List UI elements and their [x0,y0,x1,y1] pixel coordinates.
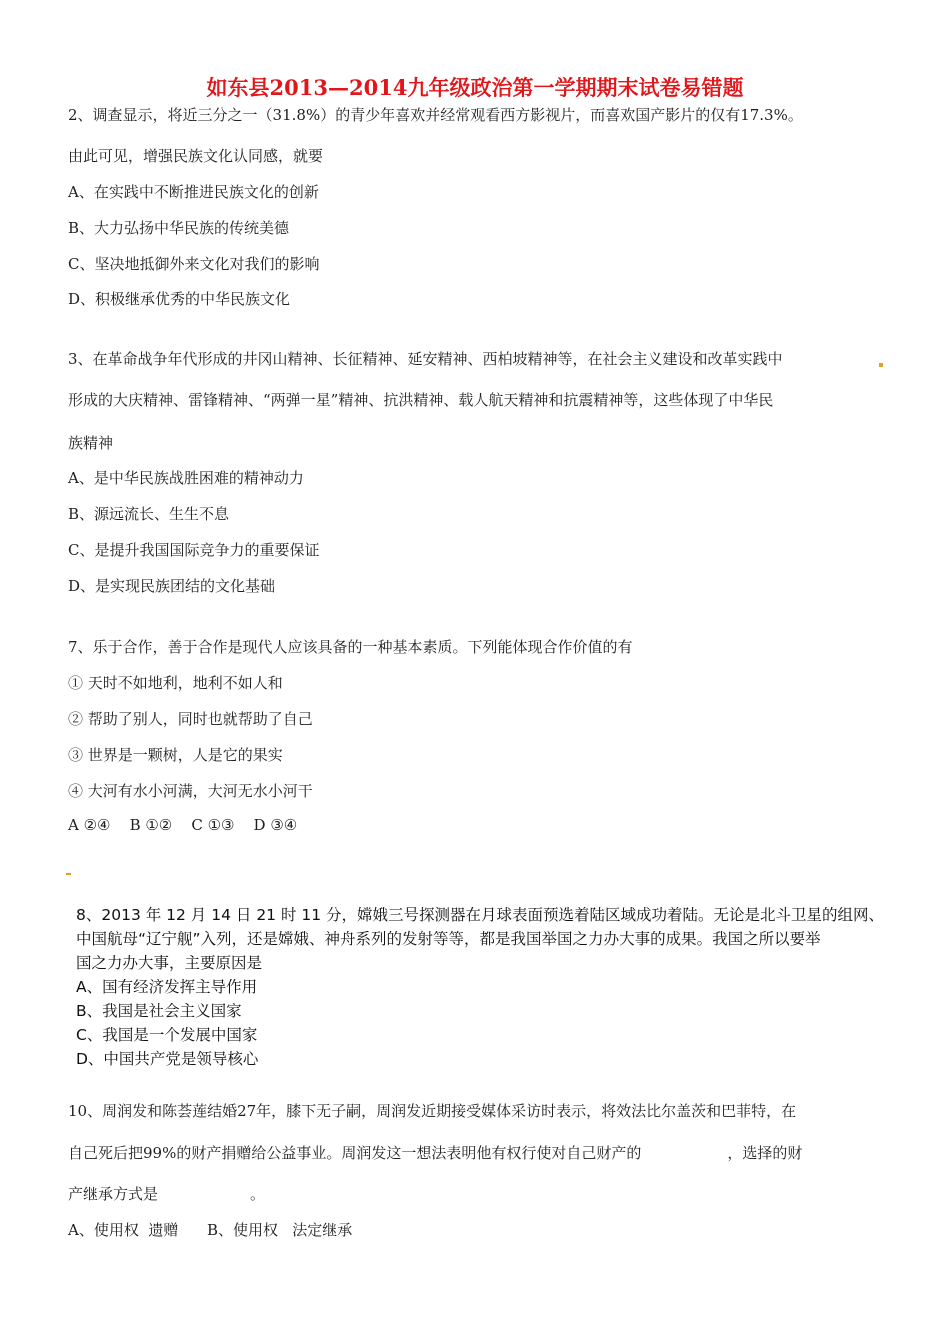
q3-option-a: A、是中华民族战胜困难的精神动力 [68,469,304,487]
q10-stem-line-2 [68,1142,802,1163]
q3-option-c: C、是提升我国国际竞争力的重要保证 [68,541,320,559]
q10-stem-line-2-text: 自己死后把99%的财产捐赠给公益事业。周润发这一想法表明他有权行使对自己财产的 [68,1144,642,1162]
q7-statement-4: ④ 大河有水小河满，大河无水小河干 [68,782,313,800]
q3-stem-line-1: 3、在革命战争年代形成的井冈山精神、长征精神、延安精神、西柏坡精神等，在社会主义建设和改革实践中 [68,350,783,368]
q8-option-b: B、我国是社会主义国家 [76,1002,242,1020]
q7-statement-2: ② 帮助了别人，同时也就帮助了自己 [68,710,313,728]
q2-option-b: B、大力弘扬中华民族的传统美德 [68,219,290,237]
q10-stem-line-3-tail: 。 [250,1185,266,1203]
q7-choices: A ②④ B ①② C ①③ D ③④ [68,816,298,834]
q3-option-b: B、源远流长、生生不息 [68,505,230,523]
q7-statement-3: ③ 世界是一颗树，人是它的果实 [68,746,283,764]
q2-option-a: A、在实践中不断推进民族文化的创新 [68,183,319,201]
q3-stem-line-2: 形成的大庆精神、雷锋精神、“两弹一星”精神、抗洪精神、载人航天精神和抗震精神等，这些体现了中华民 [68,391,774,409]
q10-stem-line-1: 10、周润发和陈荟莲结婚27年，膝下无子嗣，周润发近期接受媒体采访时表示，将效法比尔盖茨和巴菲特，在 [68,1102,797,1120]
edit-mark [879,363,883,367]
q8-option-d: D、中国共产党是领导核心 [76,1050,259,1068]
document-title: 如东县2013—2014九年级政治第一学期期末试卷易错题 [206,75,744,100]
q10-stem-line-2-tail: ，选择的财 [727,1144,803,1162]
q2-option-c: C、坚决地抵御外来文化对我们的影响 [68,255,320,273]
q3-option-d: D、是实现民族团结的文化基础 [68,577,276,595]
q2-stem-line-1: 2、调查显示，将近三分之一（31.8%）的青少年喜欢并经常观看西方影视片，而喜欢国产影片的仅有17.3%。 [68,106,803,124]
q8-option-c: C、我国是一个发展中国家 [76,1026,258,1044]
q3-stem-line-3: 族精神 [68,434,114,452]
q8-stem-line-1: 8、2013 年 12 月 14 日 21 时 11 分，嫦娥三号探测器在月球表面预选着陆区域成功着陆。无论是北斗卫星的组网、 [76,906,885,924]
q10-options: A、使用权 遗赠 B、使用权 法定继承 [68,1221,353,1239]
q7-stem: 7、乐于合作，善于合作是现代人应该具备的一种基本素质。下列能体现合作价值的有 [68,638,633,656]
q2-option-d: D、积极继承优秀的中华民族文化 [68,290,291,308]
q2-stem-line-2: 由此可见，增强民族文化认同感，就要 [68,147,324,165]
q8-option-a: A、国有经济发挥主导作用 [76,978,258,996]
q8-stem-line-3: 国之力办大事，主要原因是 [76,954,263,972]
q8-stem-line-2: 中国航母“辽宁舰”入列，还是嫦娥、神舟系列的发射等等，都是我国举国之力办大事的成果。我国之所以要举 [76,930,821,948]
edit-mark [66,873,71,875]
q7-statement-1: ① 天时不如地利，地利不如人和 [68,674,283,692]
q10-stem-line-3-text: 产继承方式是 [68,1185,159,1203]
q10-stem-line-3 [68,1183,265,1204]
